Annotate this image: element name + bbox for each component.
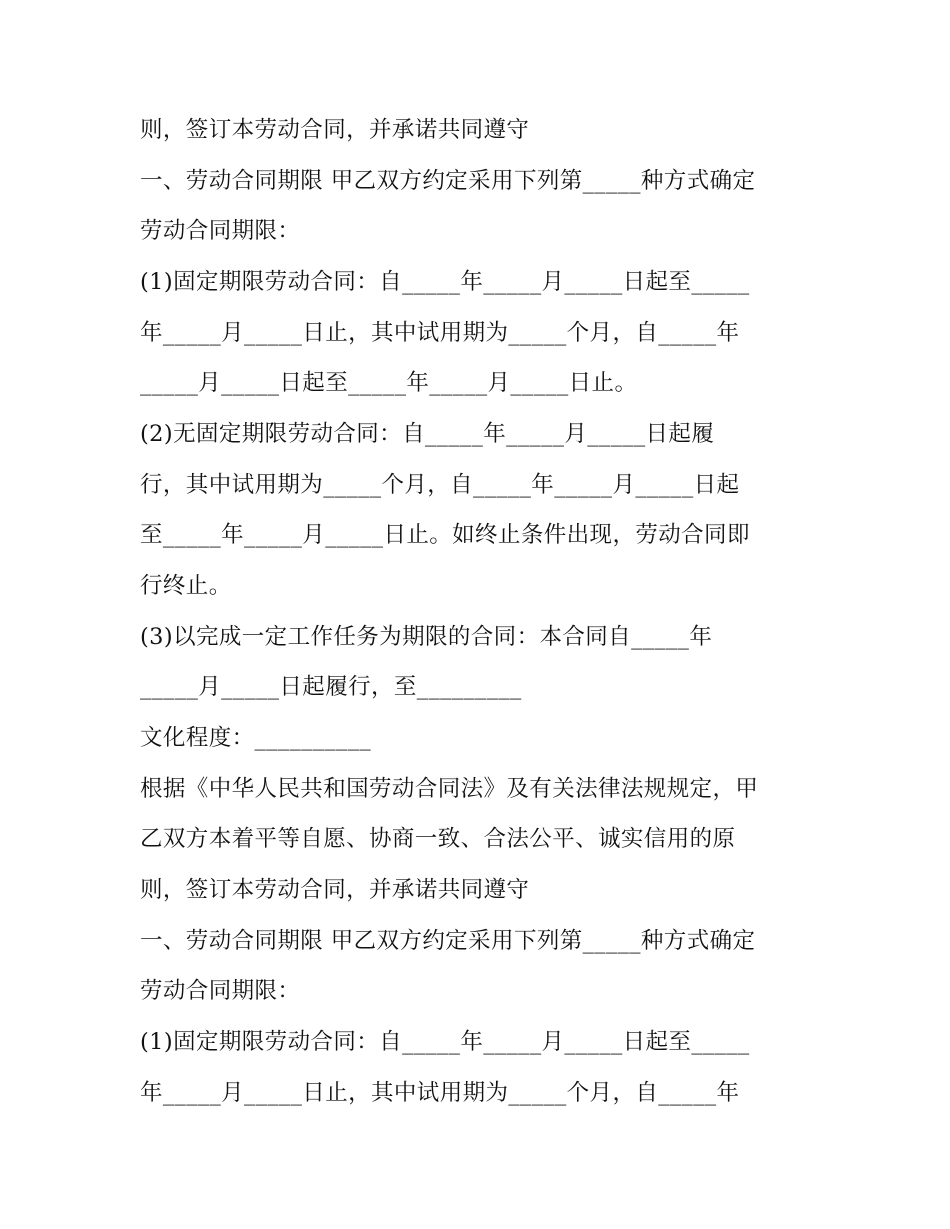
text-line: (1)固定期限劳动合同：自_____年_____月_____日起至_____ [140,269,750,295]
text-line: 则，签订本劳动合同，并承诺共同遵守 [140,117,530,143]
text-line: (2)无固定期限劳动合同：自_____年_____月_____日起履 [140,421,715,447]
text-line: 至_____年_____月_____日止。如终止条件出现，劳动合同即 [140,522,750,548]
text-line: 文化程度：__________ [140,725,372,751]
text-line: (3)以完成一定工作任务为期限的合同：本合同自_____年 [140,624,713,650]
text-line: 根据《中华人民共和国劳动合同法》及有关法律法规规定，甲 [140,776,759,802]
text-line: 一、劳动合同期限 甲乙双方约定采用下列第_____种方式确定 [140,168,756,194]
text-line: 则，签订本劳动合同，并承诺共同遵守 [140,877,530,903]
text-line: 年_____月_____日止，其中试用期为_____个月，自_____年 [140,320,740,346]
text-line: 劳动合同期限： [140,218,301,244]
text-line: 年_____月_____日止，其中试用期为_____个月，自_____年 [140,1080,740,1106]
text-line: 一、劳动合同期限 甲乙双方约定采用下列第_____种方式确定 [140,928,756,954]
text-line: 行终止。 [140,573,232,599]
text-line: 劳动合同期限： [140,978,301,1004]
text-line: 行，其中试用期为_____个月，自_____年_____月_____日起 [140,472,740,498]
text-line: 乙双方本着平等自愿、协商一致、合法公平、诚实信用的原 [140,826,736,852]
text-line: _____月_____日起履行，至_________ [140,674,522,700]
text-line: _____月_____日起至_____年_____月_____日止。 [140,370,638,396]
text-line: (1)固定期限劳动合同：自_____年_____月_____日起至_____ [140,1029,750,1055]
